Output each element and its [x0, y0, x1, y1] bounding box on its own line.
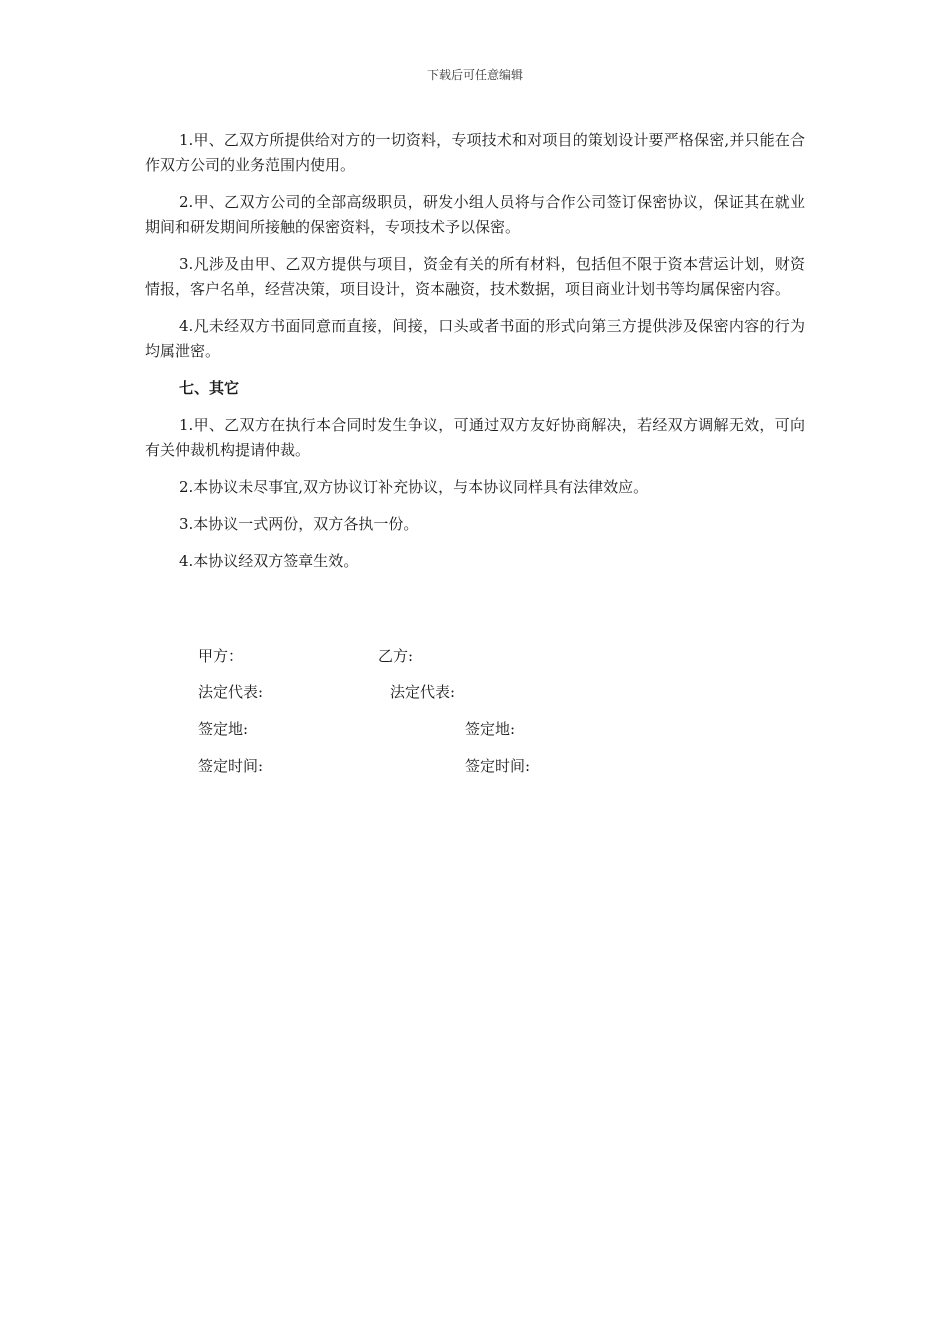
representative-a-label: 法定代表:	[198, 683, 264, 701]
confidentiality-item-4: 4.凡未经双方书面同意而直接，间接，口头或者书面的形式向第三方提供涉及保密内容的行为均属泄密。	[145, 317, 805, 360]
signing-place-a-label: 签定地:	[198, 720, 249, 738]
representative-b-label: 法定代表:	[390, 683, 456, 701]
confidentiality-item-3: 3.凡涉及由甲、乙双方提供与项目，资金有关的所有材料，包括但不限于资本营运计划，财资情报，客户名单，经营决策，项目设计，资本融资，技术数据，项目商业计划书等均属保密内容。	[145, 255, 805, 298]
party-a-label: 甲方：	[198, 647, 244, 665]
other-item-1: 1.甲、乙双方在执行本合同时发生争议，可通过双方友好协商解决，若经双方调解无效，可向有关仲裁机构提请仲裁。	[145, 416, 805, 459]
other-item-2: 2.本协议未尽事宜,双方协议订补充协议，与本协议同样具有法律效应。	[179, 478, 649, 496]
signing-time-b-label: 签定时间:	[465, 757, 531, 775]
other-item-3: 3.本协议一式两份，双方各执一份。	[179, 515, 419, 533]
confidentiality-item-1: 1.甲、乙双方所提供给对方的一切资料，专项技术和对项目的策划设计要严格保密,并只能在合作双方公司的业务范围内使用。	[145, 131, 805, 174]
other-item-4: 4.本协议经双方签章生效。	[179, 552, 359, 570]
confidentiality-item-2: 2.甲、乙双方公司的全部高级职员，研发小组人员将与合作公司签订保密协议，保证其在就业期间和研发期间所接触的保密资料，专项技术予以保密。	[145, 193, 805, 236]
page-header: 下载后可任意编辑	[426, 68, 523, 82]
signing-time-a-label: 签定时间:	[198, 757, 264, 775]
section-7-title: 七、其它	[179, 379, 240, 397]
party-b-label: 乙方:	[378, 647, 414, 665]
document-body	[145, 128, 805, 586]
signing-place-b-label: 签定地:	[465, 720, 516, 738]
